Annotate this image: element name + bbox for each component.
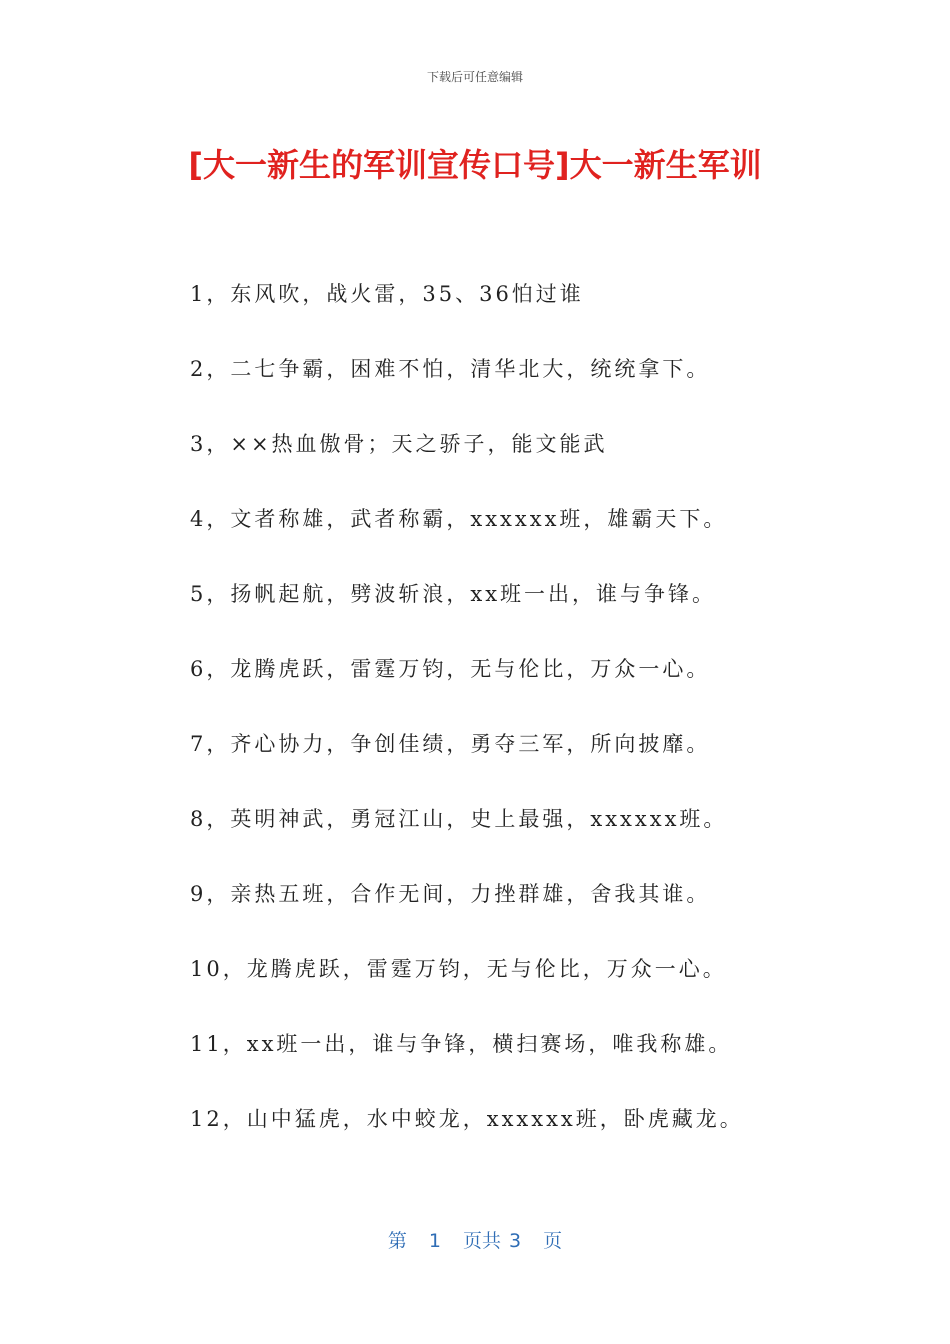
slogan-item-10: 10，龙腾虎跃，雷霆万钧，无与伦比，万众一心。	[190, 957, 727, 981]
slogan-item-12: 12，山中猛虎，水中蛟龙，xxxxxx班，卧虎藏龙。	[190, 1107, 744, 1131]
slogan-item-5: 5，扬帆起航，劈波斩浪，xx班一出，谁与争锋。	[190, 582, 717, 606]
footer-total-pages: 3	[509, 1230, 522, 1252]
page-footer	[0, 1226, 950, 1253]
footer-middle: 页共	[462, 1230, 501, 1252]
slogan-item-1: 1，东风吹，战火雷，35、36怕过谁	[190, 282, 584, 306]
slogan-item-3: 3，××热血傲骨；天之骄子，能文能武	[190, 432, 608, 456]
footer-prefix: 第	[387, 1230, 407, 1252]
slogan-item-9: 9，亲热五班，合作无间，力挫群雄，舍我其谁。	[190, 882, 711, 906]
footer-suffix: 页	[543, 1230, 563, 1252]
header-note: 下载后可任意编辑	[426, 70, 523, 84]
document-title: [大一新生的军训宣传口号]大一新生军训	[188, 146, 762, 184]
slogan-item-2: 2，二七争霸，困难不怕，清华北大，统统拿下。	[190, 357, 711, 381]
slogan-item-8: 8，英明神武，勇冠江山，史上最强，xxxxxx班。	[190, 807, 728, 831]
slogan-item-4: 4，文者称雄，武者称霸，xxxxxx班，雄霸天下。	[190, 507, 728, 531]
slogan-item-6: 6，龙腾虎跃，雷霆万钧，无与伦比，万众一心。	[190, 657, 711, 681]
slogan-item-7: 7，齐心协力，争创佳绩，勇夺三军，所向披靡。	[190, 732, 711, 756]
footer-current-page: 1	[428, 1230, 441, 1252]
slogan-list	[190, 276, 810, 1176]
slogan-item-11: 11，xx班一出，谁与争锋，横扫赛场，唯我称雄。	[190, 1032, 733, 1056]
